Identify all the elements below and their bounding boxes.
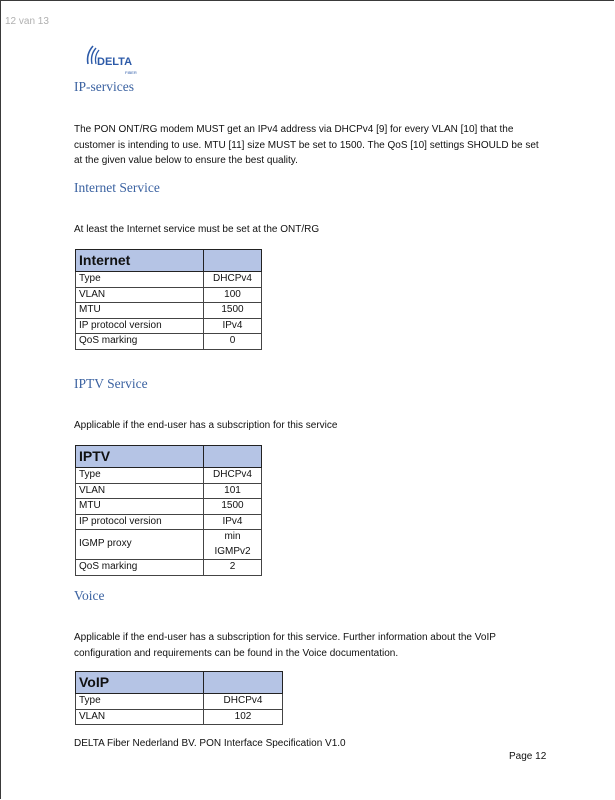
table-title-blank (204, 672, 283, 694)
footer-page-number: Page 12 (509, 751, 547, 762)
table-row (76, 272, 262, 288)
row-label: Type (76, 468, 204, 484)
paragraph-voice: Applicable if the end-user has a subscription for this service. Further information about the VoIP configuration and requirements can be found in the Voice documentation. (74, 632, 496, 659)
row-value: DHCPv4 (204, 694, 283, 710)
heading-ip-services: IP-services (74, 79, 134, 94)
row-value: IPv4 (204, 318, 262, 334)
table-row (76, 514, 262, 530)
row-label: MTU (76, 303, 204, 319)
table-title-blank (204, 250, 262, 272)
row-label: QoS marking (76, 334, 204, 350)
table-title: Internet (76, 250, 204, 272)
row-label: MTU (76, 499, 204, 515)
table-row (76, 318, 262, 334)
row-label: QoS marking (76, 560, 204, 576)
row-value: 102 (204, 709, 283, 725)
paragraph-iptv-service: Applicable if the end-user has a subscription for this service (74, 420, 338, 431)
table-row (76, 303, 262, 319)
table-row (76, 530, 262, 560)
row-value: 1500 (204, 499, 262, 515)
table-row (76, 483, 262, 499)
internet-table (75, 249, 262, 350)
table-row (76, 334, 262, 350)
row-value: 2 (204, 560, 262, 576)
row-value: 1500 (204, 303, 262, 319)
heading-voice: Voice (74, 588, 105, 603)
row-value: 100 (204, 287, 262, 303)
row-label: Type (76, 694, 204, 710)
page-indicator: 12 van 13 (5, 16, 49, 27)
table-title: VoIP (76, 672, 204, 694)
voip-table (75, 671, 283, 725)
table-row (76, 560, 262, 576)
table-row (76, 287, 262, 303)
row-label: VLAN (76, 709, 204, 725)
row-label: VLAN (76, 287, 204, 303)
table-title-blank (204, 446, 262, 468)
row-value: 0 (204, 334, 262, 350)
table-row (76, 499, 262, 515)
row-value: 101 (204, 483, 262, 499)
iptv-table (75, 445, 262, 576)
row-value: IPv4 (204, 514, 262, 530)
heading-internet-service: Internet Service (74, 180, 160, 195)
table-title: IPTV (76, 446, 204, 468)
table-row (76, 709, 283, 725)
table-row (76, 468, 262, 484)
heading-iptv-service: IPTV Service (74, 376, 148, 391)
table-row (76, 694, 283, 710)
row-value: DHCPv4 (204, 468, 262, 484)
row-label: VLAN (76, 483, 204, 499)
row-label: IGMP proxy (76, 530, 204, 560)
row-label: IP protocol version (76, 318, 204, 334)
row-label: Type (76, 272, 204, 288)
footer-document-title: DELTA Fiber Nederland BV. PON Interface Specification V1.0 (74, 738, 346, 749)
row-value: DHCPv4 (204, 272, 262, 288)
row-label: IP protocol version (76, 514, 204, 530)
delta-fiber-logo (84, 44, 144, 76)
paragraph-ip-services: The PON ONT/RG modem MUST get an IPv4 address via DHCPv4 [9] for every VLAN [10] that the customer is intending to use. MTU [11] size MUST be set to 1500. The QoS [10] settings SHOULD be set at the given value below to ensure the best quality. (74, 124, 539, 166)
row-value: min IGMPv2 (204, 530, 262, 560)
paragraph-internet-service: At least the Internet service must be set at the ONT/RG (74, 224, 320, 235)
svg-text:DELTA: DELTA (97, 56, 133, 68)
svg-text:FIBER: FIBER (125, 70, 137, 75)
